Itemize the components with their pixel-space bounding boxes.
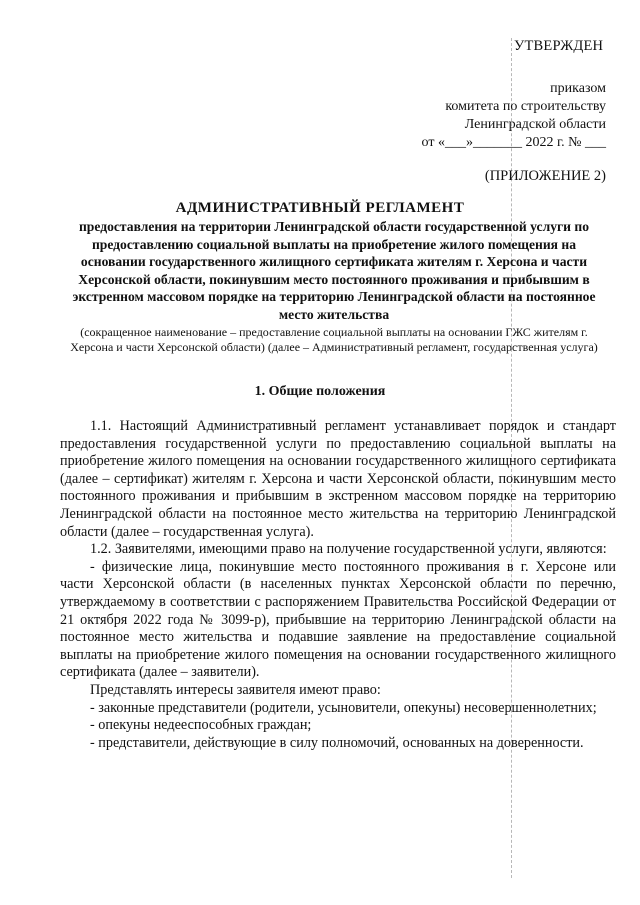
paragraph: - представители, действующие в силу полномочий, основанных на доверенности. [90, 734, 584, 751]
order-date-line: от «___»_______ 2022 г. № ___ [421, 135, 606, 150]
order-line: комитета по строительству [445, 99, 606, 114]
section-title: 1. Общие положения [254, 384, 386, 399]
order-reference [306, 80, 606, 152]
short-name-note: (сокращенное наименование – предоставление социальной выплаты на основании ГЖС жителям г. Херсона и части Херсонской области) (далее – Административный регламент, государственная услуга) [70, 325, 598, 354]
document-title: АДМИНИСТРАТИВНЫЙ РЕГЛАМЕНТ [175, 200, 465, 216]
section-body [60, 418, 616, 752]
paragraph: 1.1. Настоящий Административный регламент устанавливает порядок и стандарт предоставления государственной услуги по предоставлению социальной выплаты на приобретение жилого помещения на основании государственного жилищного сертификата (далее – сертификат) жителям г. Херсона и части Херсонской области, покинувшим место постоянного проживания и прибывшим в экстренном массовом порядке на территорию Ленинградской области на постоянное место жительства на территорию Ленинградской области (далее – государственная услуга). [60, 418, 616, 540]
paragraph: Представлять интересы заявителя имеют право: [90, 681, 381, 698]
approved-stamp: УТВЕРЖДЕН [514, 38, 604, 54]
appendix-label: (ПРИЛОЖЕНИЕ 2) [484, 168, 606, 184]
paragraph: 1.2. Заявителями, имеющими право на получение государственной услуги, являются: [90, 541, 607, 558]
order-line: Ленинградской области [464, 117, 606, 132]
order-line: приказом [550, 81, 606, 96]
paragraph: - законные представители (родители, усыновители, опекуны) несовершеннолетних; [90, 699, 597, 716]
document-subtitle: предоставления на территории Ленинградской области государственной услуги по предоставлению социальной выплаты на приобретение жилого помещения на основании государственного жилищного сертификата жителям г. Херсона и части Херсонской области, покинувшим место постоянного проживания и прибывшим в экстренном массовом порядке на территорию Ленинградской области на постоянное место жительства [72, 219, 596, 322]
paragraph: - опекуны недееспособных граждан; [90, 717, 312, 734]
paragraph: - физические лица, покинувшие место постоянного проживания в г. Херсоне или части Херсонской области (в населенных пунктах Херсонской области по перечню, утверждаемому в соответствии с распоряжением Правительства Российской Федерации от 21 октября 2022 года № 3099-р), прибывшие на территорию Ленинградской области на постоянное место жительства и подавшие заявление на предоставление социальной выплаты на приобретение жилого помещения на основании государственного жилищного сертификата (далее – заявители). [60, 558, 616, 681]
